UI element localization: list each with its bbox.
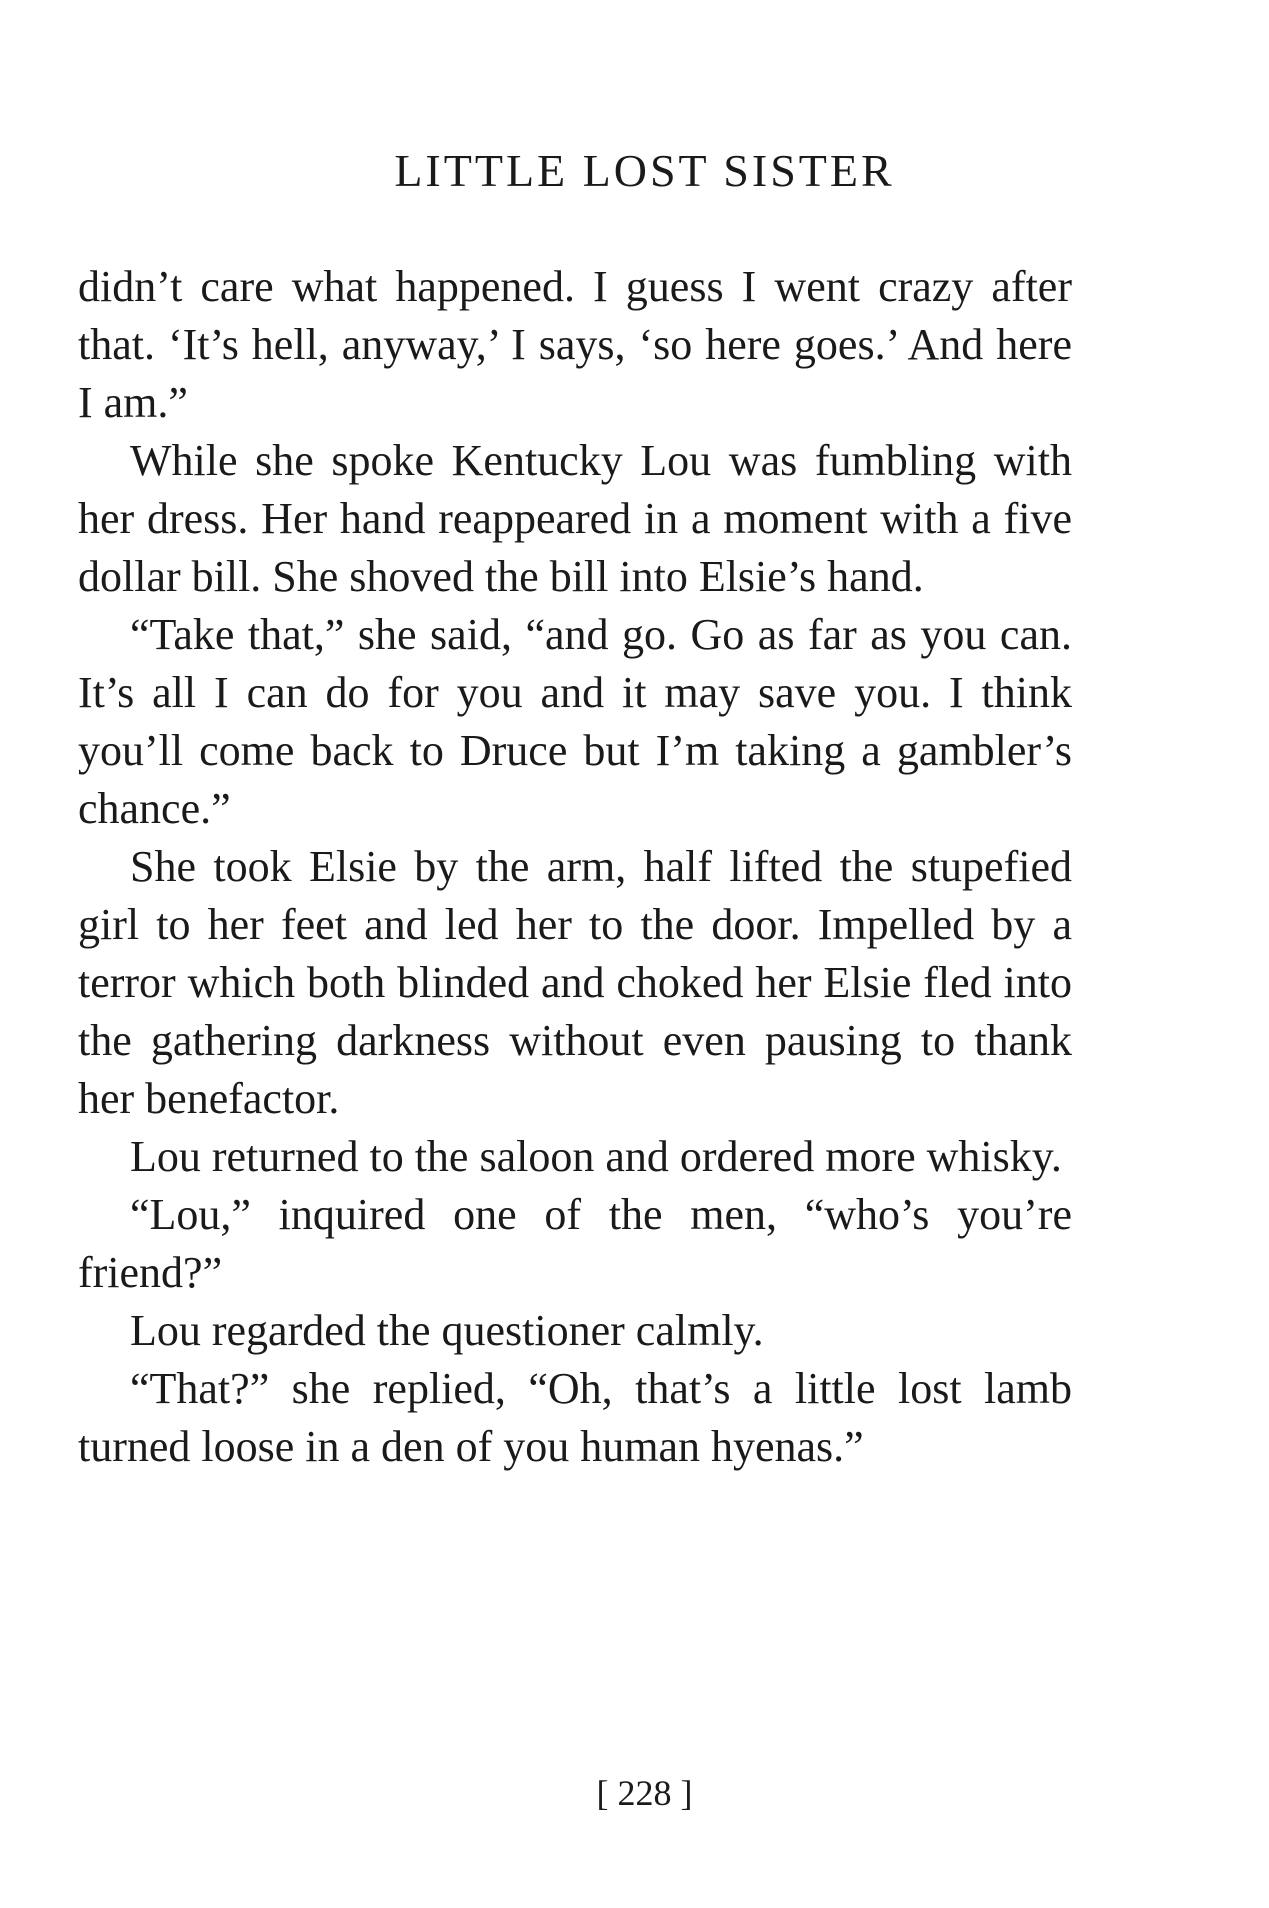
paragraph-6: “Lou,” inquired one of the men, “who’s you’re friend?” [78, 1190, 1072, 1297]
paragraph-2: While she spoke Kentucky Lou was fumbling with her dress. Her hand reappeared in a moment with a five dollar bill. She shoved the bill into Elsie’s hand. [78, 436, 1072, 601]
paragraph-8: “That?” she replied, “Oh, that’s a little lost lamb turned loose in a den of you human hyenas.” [78, 1364, 1072, 1471]
paragraph-5: Lou returned to the saloon and ordered more whisky. [130, 1132, 1062, 1181]
running-head: LITTLE LOST SISTER [394, 145, 895, 196]
paragraph-1: didn’t care what happened. I guess I went crazy after that. ‘It’s hell, anyway,’ I says, ‘so here goes.’ And here I am.” [78, 262, 1072, 427]
page-number: [ 228 ] [596, 1773, 693, 1813]
paragraph-3: “Take that,” she said, “and go. Go as far as you can. It’s all I can do for you and it may save you. I think you’ll come back to Druce but I’m taking a gambler’s chance.” [78, 610, 1072, 833]
paragraph-7: Lou regarded the questioner calmly. [130, 1306, 764, 1355]
body-text [78, 258, 1072, 1476]
paragraph-4: She took Elsie by the arm, half lifted the stupefied girl to her feet and led her to the door. Impelled by a terror which both blinded and choked her Elsie fled into the gathering darkness without even pausing to thank her benefactor. [78, 842, 1072, 1123]
